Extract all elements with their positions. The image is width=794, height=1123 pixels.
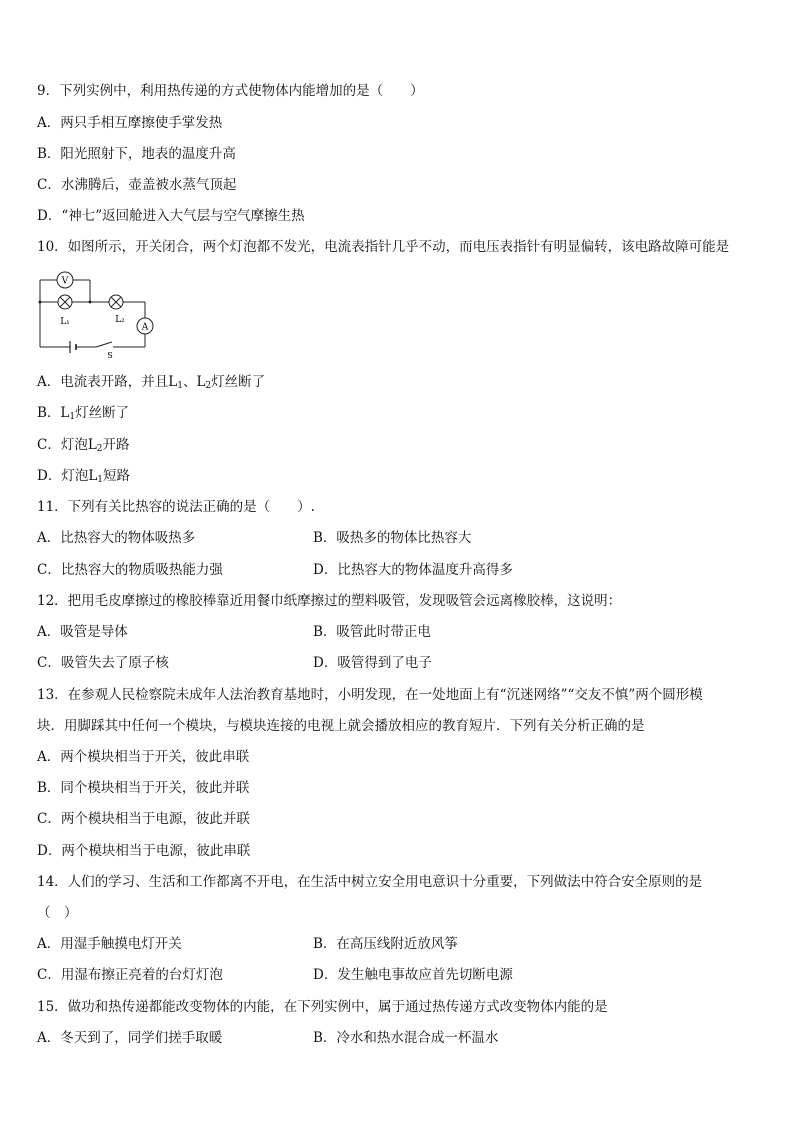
q10-stem: 10．如图所示，开关闭合，两个灯泡都不发光，电流表指针几乎不动，而电压表指针有明显偏转，该电路故障可能是 (37, 239, 730, 255)
q11-option-b: B．吸热多的物体比热容大 (313, 530, 472, 546)
q10-option-c: C．灯泡$L_2$开路 (37, 437, 130, 454)
switch-label: S (107, 351, 113, 360)
q9-option-d: D．“神七”返回舱进入大气层与空气摩擦生热 (37, 208, 305, 224)
q13-stem-line1: 13．在参观人民检察院未成年人法治教育基地时，小明发现，在一处地面上有“沉迷网络”“交友不慎”两个圆形模 (37, 687, 703, 703)
q10-option-d: D．灯泡$L_1$短路 (37, 468, 131, 485)
q14-option-c: C．用湿布擦正亮着的台灯灯泡 (37, 967, 223, 983)
q14-stem-line2: （ ） (37, 905, 78, 921)
q13-stem-line2: 块．用脚踩其中任何一个模块，与模块连接的电视上就会播放相应的教育短片．下列有关分析正确的是 (37, 718, 645, 734)
q11-option-c: C．比热容大的物质吸热能力强 (37, 562, 223, 578)
q9-option-b: B．阳光照射下，地表的温度升高 (37, 146, 236, 162)
q14-option-d: D．发生触电事故应首先切断电源 (313, 967, 513, 983)
voltmeter (57, 272, 73, 288)
q12-stem: 12．把用毛皮摩擦过的橡胶棒靠近用餐巾纸摩擦过的塑料吸管，发现吸管会远离橡胶棒，这说明： (37, 593, 622, 609)
ammeter (137, 318, 153, 334)
q12-option-a: A．吸管是导体 (37, 624, 128, 640)
q11-stem: 11．下列有关比热容的说法正确的是（ ）. (37, 499, 315, 515)
lamp-l1 (58, 295, 72, 327)
q13-option-a: A．两个模块相当于开关，彼此串联 (37, 749, 250, 765)
q10-option-a: A．电流表开路，并且$L_1$、$L_2$灯丝断了 (37, 374, 266, 391)
q14-option-b: B．在高压线附近放风筝 (313, 936, 458, 952)
q12-option-b: B．吸管此时带正电 (313, 624, 431, 640)
lamp-l2-label: L₂ (115, 315, 125, 325)
q9-option-a: A．两只手相互摩擦使手掌发热 (37, 115, 223, 131)
circuit-diagram (34, 270, 164, 360)
q9-stem: 9．下列实例中，利用热传递的方式使物体内能增加的是（ ） (37, 83, 424, 99)
q14-option-a: A．用湿手触摸电灯开关 (37, 936, 182, 952)
q10-option-b: B．$L_1$灯丝断了 (37, 405, 130, 422)
q12-option-c: C．吸管失去了原子核 (37, 655, 169, 671)
q15-option-b: B．冷水和热水混合成一杯温水 (313, 1030, 499, 1046)
q14-stem-line1: 14．人们的学习、生活和工作都离不开电，在生活中树立安全用电意识十分重要，下列做法中符合安全原则的是 (37, 874, 703, 890)
q13-option-b: B．同个模块相当于开关，彼此并联 (37, 780, 250, 796)
q15-stem: 15．做功和热传递都能改变物体的内能，在下列实例中，属于通过热传递方式改变物体内能的是 (37, 999, 608, 1015)
voltmeter-label: V (61, 276, 69, 287)
q11-option-a: A．比热容大的物体吸热多 (37, 530, 196, 546)
lamp-l2 (109, 295, 125, 325)
q9-option-c: C．水沸腾后，壶盖被水蒸气顶起 (37, 177, 237, 193)
q12-option-d: D．吸管得到了电子 (313, 655, 432, 671)
q13-option-c: C．两个模块相当于电源，彼此并联 (37, 811, 250, 827)
lamp-l1-label: L₁ (60, 317, 70, 327)
ammeter-label: A (141, 322, 149, 333)
q11-option-d: D．比热容大的物体温度升高得多 (313, 562, 513, 578)
q15-option-a: A．冬天到了，同学们搓手取暖 (37, 1030, 223, 1046)
q13-option-d: D．两个模块相当于电源，彼此串联 (37, 843, 251, 859)
